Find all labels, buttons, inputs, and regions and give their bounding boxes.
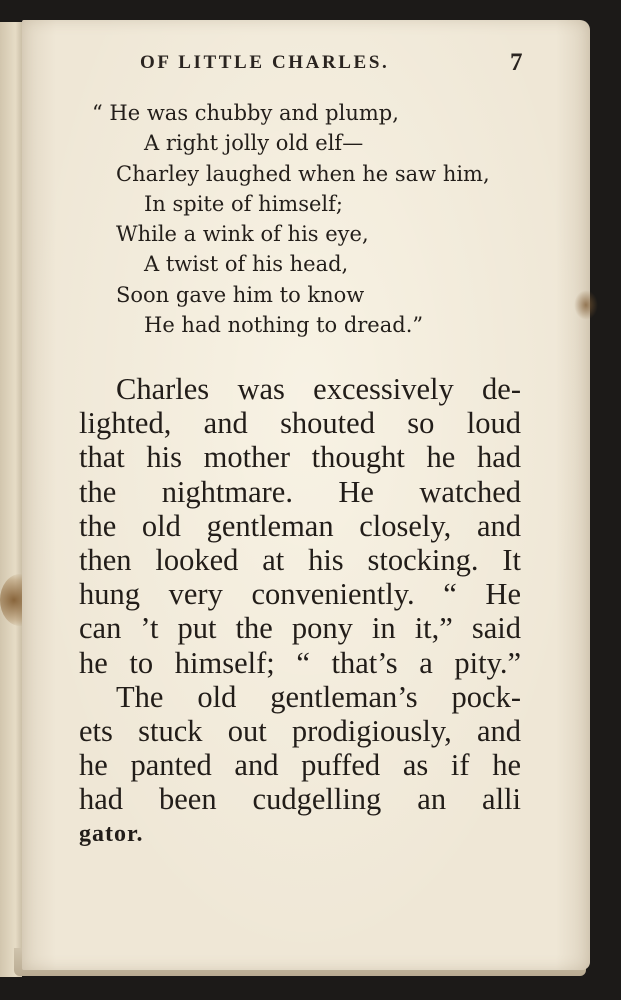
verse-line: In spite of himself;: [144, 191, 343, 216]
verse-line: A twist of his head,: [144, 252, 349, 277]
prose-line: had been cudgelling an alli: [79, 782, 521, 817]
prose-line: the nightmare. He watched: [79, 474, 521, 509]
prose-line: Charles was excessively de-: [116, 372, 521, 406]
verse-block: [92, 98, 512, 340]
prose-line: lighted, and shouted so loud: [79, 406, 521, 441]
facing-page-edge: [0, 22, 22, 977]
verse-line: A right jolly old elf—: [144, 131, 364, 156]
prose-line: gator.: [79, 820, 144, 847]
verse-line: Charley laughed when he saw him,: [116, 161, 490, 186]
verse-line: While a wink of his eye,: [116, 222, 369, 247]
prose-line: that his mother thought he had: [79, 440, 521, 475]
prose-line: hung very conveniently. “ He: [79, 577, 521, 612]
verse-line: “ He was chubby and plump,: [92, 101, 399, 125]
prose-block: [79, 372, 521, 851]
prose-line: can ’t put the pony in it,” said: [79, 611, 521, 646]
prose-line: he panted and puffed as if he: [79, 748, 521, 783]
running-head: OF LITTLE CHARLES.: [140, 52, 390, 73]
prose-line: he to himself; “ that’s a pity.”: [79, 645, 521, 680]
page-number: 7: [510, 49, 523, 76]
prose-line: then looked at his stocking. It: [79, 543, 521, 578]
prose-line: the old gentleman closely, and: [79, 508, 521, 543]
prose-line: ets stuck out prodigiously, and: [79, 714, 521, 749]
verse-line: He had nothing to dread.”: [144, 313, 424, 338]
prose-line: The old gentleman’s pock-: [116, 679, 521, 714]
page-stain: [574, 290, 598, 320]
verse-line: Soon gave him to know: [116, 282, 365, 307]
